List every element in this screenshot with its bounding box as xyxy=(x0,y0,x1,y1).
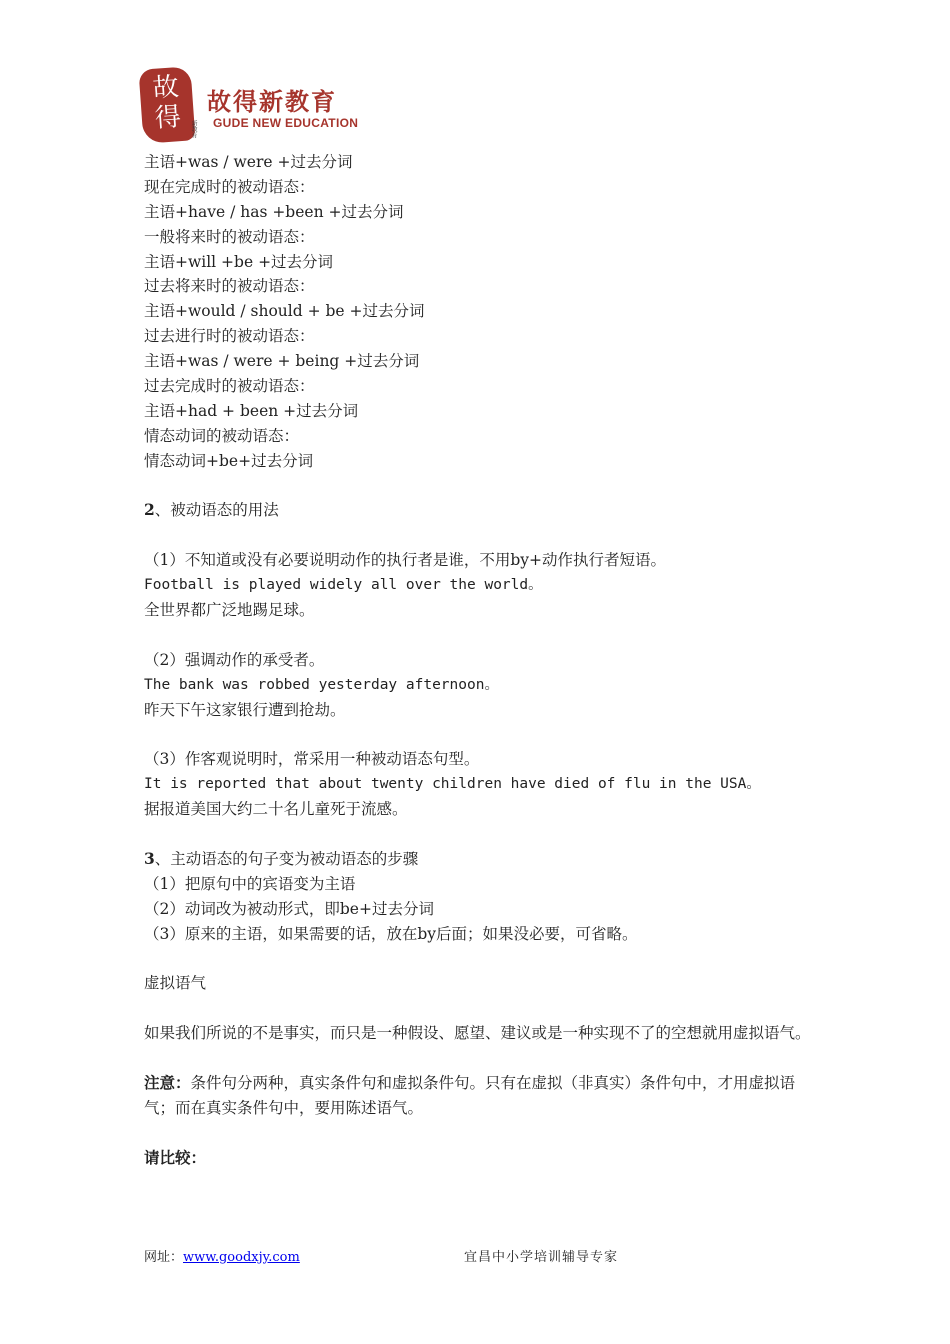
formula-line: 主语+was / were + being +过去分词 xyxy=(144,352,420,371)
usage-point: （3）作客观说明时，常采用一种被动语态句型。 xyxy=(144,750,480,769)
tense-heading: 情态动词的被动语态： xyxy=(144,426,300,445)
footer-site-label: 网址： xyxy=(144,1250,184,1265)
step-item: （1）把原句中的宾语变为主语 xyxy=(144,874,356,893)
section-number: 3 xyxy=(144,848,155,868)
compare-label: 请比较： xyxy=(144,1147,207,1167)
example-cn: 昨天下午这家银行遭到抢劫。 xyxy=(144,700,346,719)
example-cn: 据报道美国大约二十名儿童死于流感。 xyxy=(144,800,408,819)
example-en: Football is played widely all over the world。 xyxy=(144,577,543,594)
formula-line: 主语+will +be +过去分词 xyxy=(144,252,334,271)
tense-heading: 过去进行时的被动语态： xyxy=(144,327,315,346)
brand-name-cn: 故得新教育 xyxy=(207,88,337,116)
tense-heading: 现在完成时的被动语态： xyxy=(144,177,315,196)
formula-line: 主语+was / were +过去分词 xyxy=(144,153,353,171)
section-title: 、主动语态的句子变为被动语态的步骤 xyxy=(154,849,419,868)
section-heading-steps xyxy=(144,847,824,872)
header-logo xyxy=(141,62,461,144)
seal-glyph: 故 xyxy=(151,72,180,104)
page-footer xyxy=(144,1246,824,1268)
step-item: （3）原来的主语，如果需要的话，放在by后面；如果没必要，可省略。 xyxy=(144,924,638,943)
note-text: 条件句分两种，真实条件句和虚拟条件句。只有在虚拟（非真实）条件句中，才用虚拟语气；而在真实条件句中，要用陈述语气。 xyxy=(144,1073,796,1117)
note-label: 注意： xyxy=(144,1072,191,1092)
document-body xyxy=(144,150,824,1171)
seal-caption: 新教育 xyxy=(190,120,197,138)
formula-line: 情态动词+be+过去分词 xyxy=(144,451,314,470)
example-en: It is reported that about twenty children have died of flu in the USA。 xyxy=(144,776,761,793)
seal-glyph: 得 xyxy=(153,102,182,134)
brand-name-en: GUDE NEW EDUCATION xyxy=(213,116,359,130)
subjunctive-heading: 虚拟语气 xyxy=(144,974,207,993)
section-title: 、被动语态的用法 xyxy=(154,501,279,520)
tense-heading: 过去将来时的被动语态： xyxy=(144,277,315,296)
tense-heading: 一般将来时的被动语态： xyxy=(144,227,315,246)
subjunctive-definition: 如果我们所说的不是事实，而只是一种假设、愿望、建议或是一种实现不了的空想就用虚拟语气。 xyxy=(144,1024,811,1043)
footer-site xyxy=(144,1246,300,1265)
seal-logo xyxy=(138,66,195,143)
tense-heading: 过去完成时的被动语态： xyxy=(144,377,315,396)
footer-site-link[interactable]: www.goodxjy.com xyxy=(183,1250,300,1265)
section-number: 2 xyxy=(144,500,155,520)
usage-point: （2）强调动作的承受者。 xyxy=(144,650,325,669)
note-paragraph xyxy=(144,1071,824,1121)
section-heading-usage xyxy=(144,498,824,523)
example-en: The bank was robbed yesterday afternoon。 xyxy=(144,676,499,693)
usage-point: （1）不知道或没有必要说明动作的执行者是谁，不用by+动作执行者短语。 xyxy=(144,551,667,570)
step-item: （2）动词改为被动形式，即be+过去分词 xyxy=(144,899,434,918)
formula-line: 主语+would / should + be +过去分词 xyxy=(144,302,425,321)
footer-slogan: 宜昌中小学培训辅导专家 xyxy=(464,1250,619,1265)
formula-line: 主语+have / has +been +过去分词 xyxy=(144,202,404,221)
example-cn: 全世界都广泛地踢足球。 xyxy=(144,601,315,620)
formula-line: 主语+had + been +过去分词 xyxy=(144,401,359,420)
